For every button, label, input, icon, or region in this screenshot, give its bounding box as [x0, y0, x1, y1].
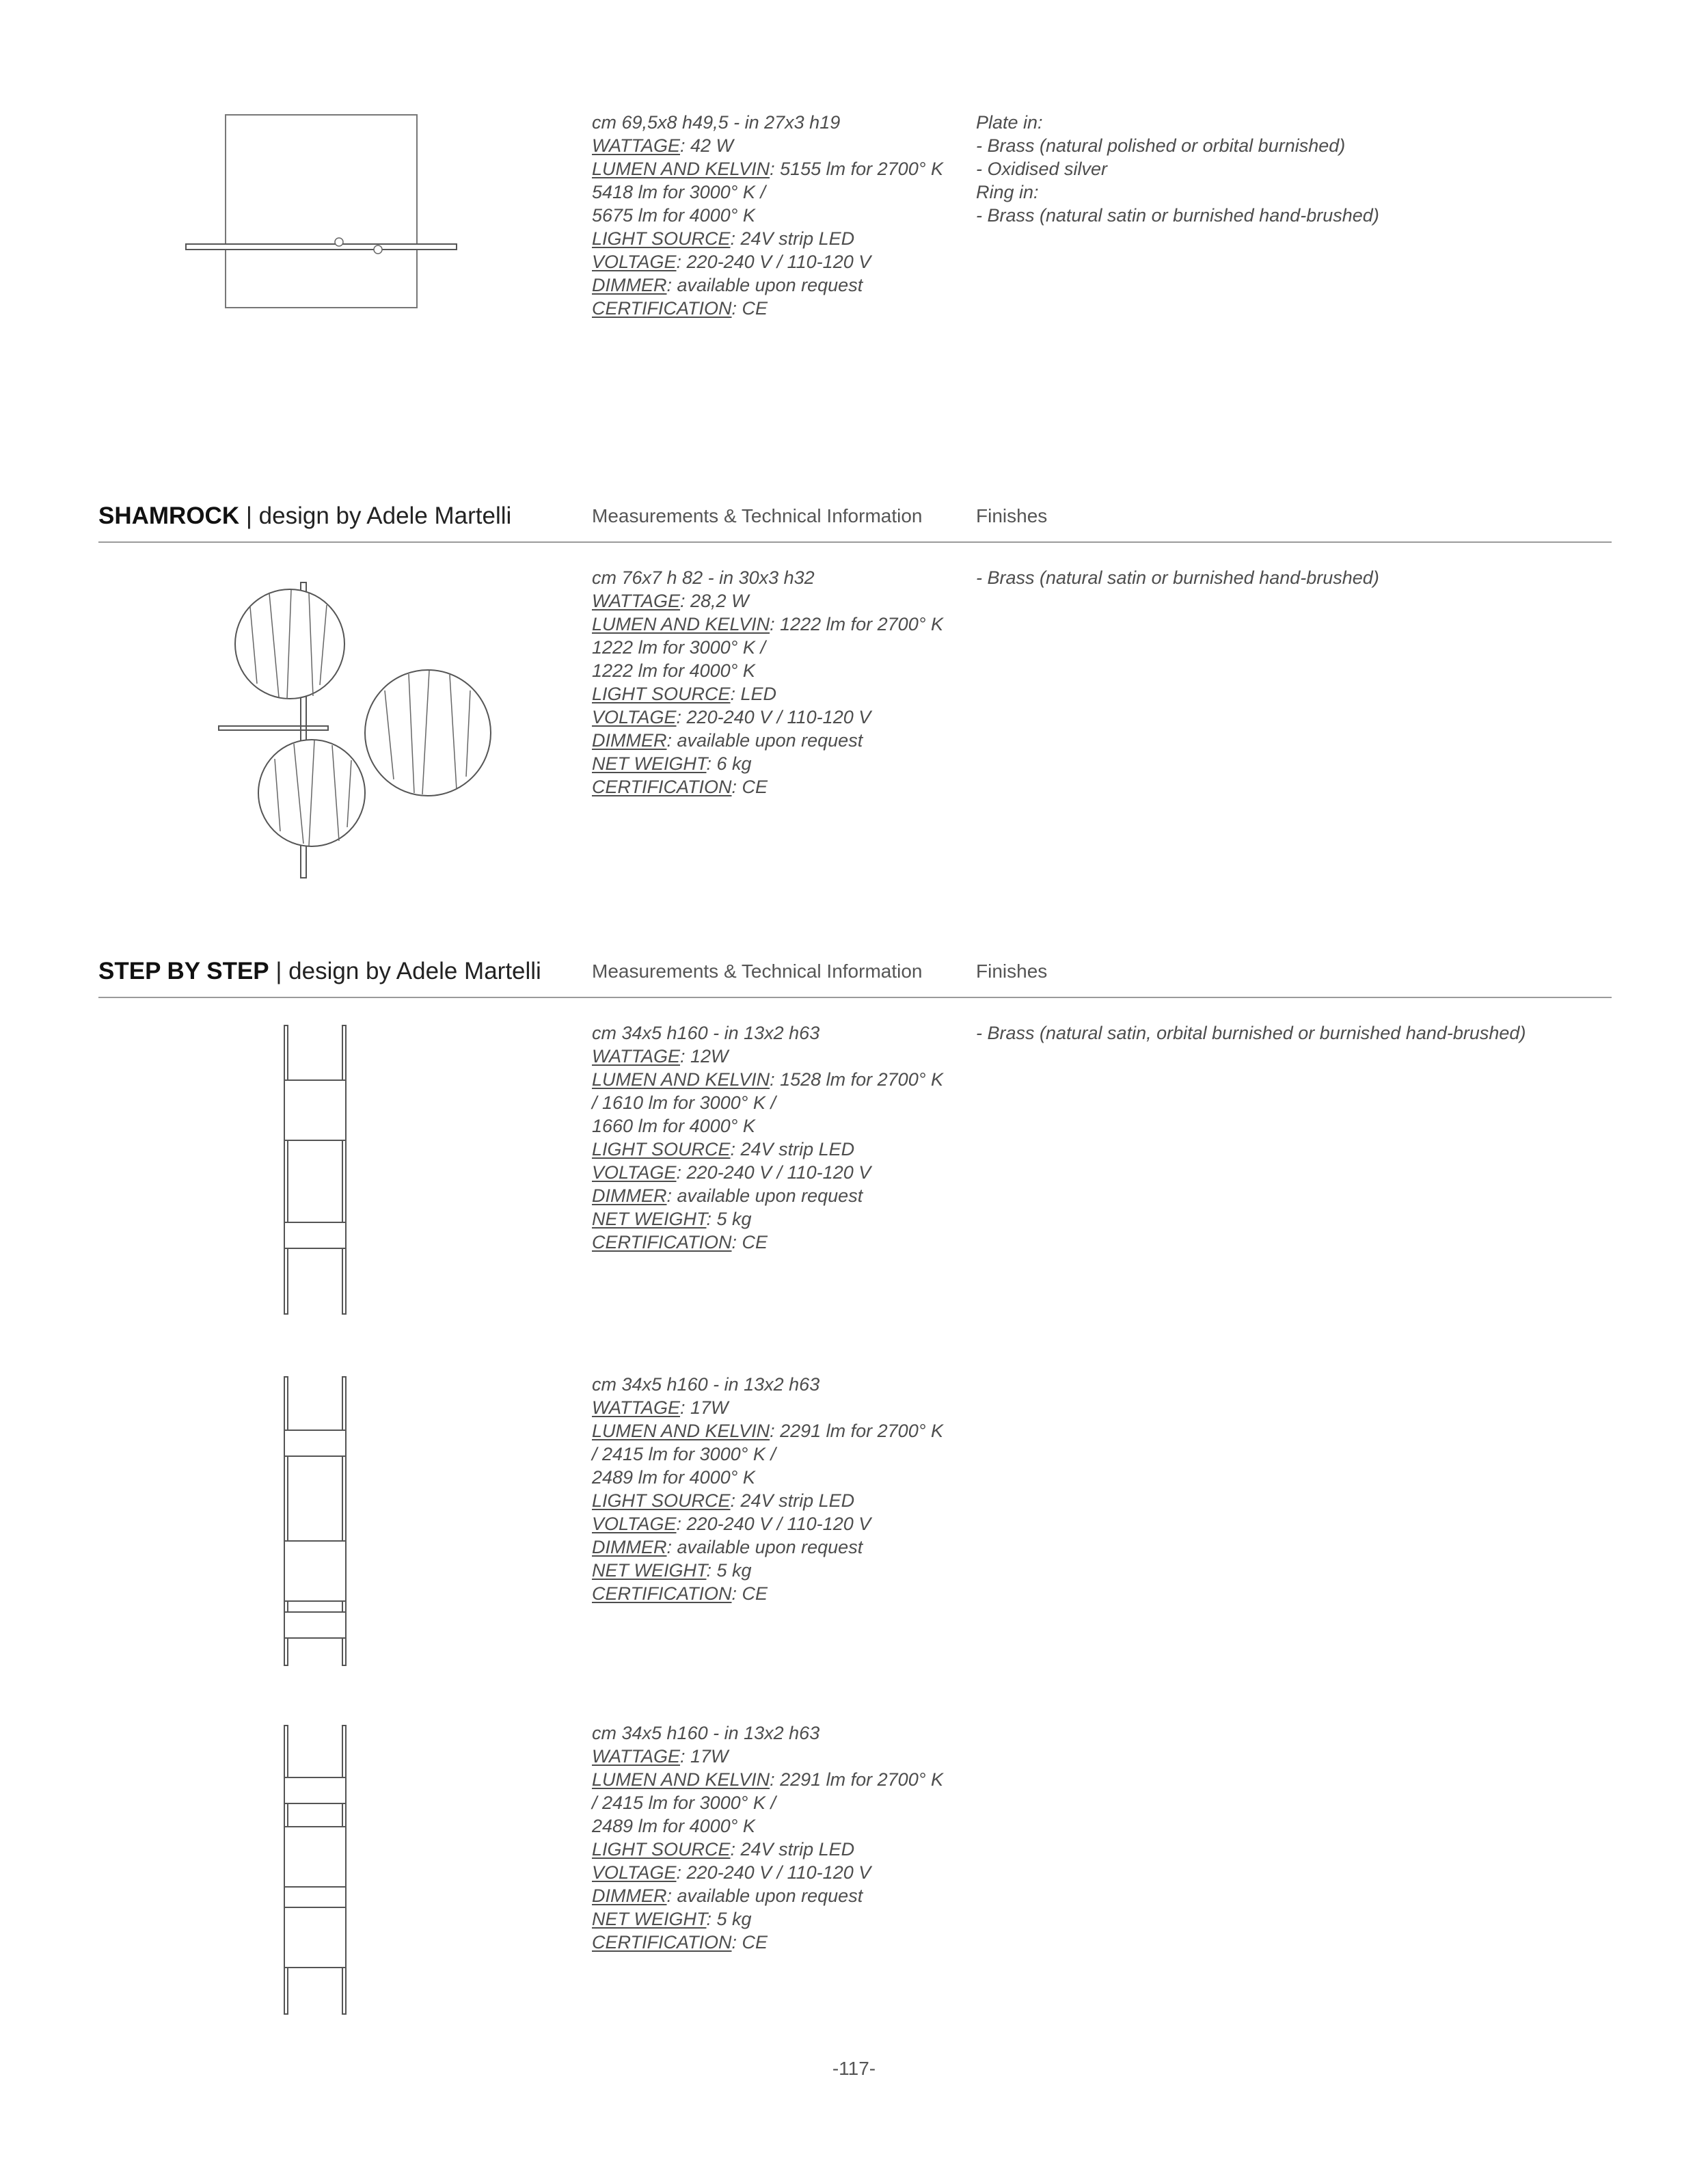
spec-value: : 42 W	[680, 135, 734, 156]
step-by-step-specs-3	[592, 1721, 975, 1954]
section-divider	[98, 997, 1612, 998]
designer: | design by Adele Martelli	[239, 502, 512, 529]
spec-value: 1222 lm for 3000° K /	[592, 637, 765, 658]
spec-value: : 220-240 V / 110-120 V	[676, 1514, 871, 1534]
step-by-step-specs-1	[592, 1021, 975, 1254]
spec-value: 2489 lm for 4000° K	[592, 1816, 755, 1836]
section-divider	[98, 541, 1612, 543]
spec-label: VOLTAGE	[592, 1514, 677, 1534]
spec-value: 2489 lm for 4000° K	[592, 1467, 755, 1488]
spec-value: 5418 lm for 3000° K /	[592, 182, 765, 202]
spec-label: DIMMER	[592, 1537, 667, 1557]
spec-label: LIGHT SOURCE	[592, 1490, 731, 1511]
finishes-header: Finishes	[976, 961, 1048, 982]
page-number: -117-	[832, 2058, 876, 2079]
spec-label: VOLTAGE	[592, 1862, 677, 1883]
spec-value: : 17W	[680, 1397, 729, 1418]
spec-label: NET WEIGHT	[592, 1909, 707, 1929]
step-by-step-finishes	[976, 1021, 1659, 1045]
spec-label: LUMEN AND KELVIN	[592, 1069, 770, 1090]
spec-value: : CE	[731, 1232, 768, 1252]
measurements-header: Measurements & Technical Information	[592, 961, 923, 982]
finish-heading: Ring in:	[976, 182, 1039, 202]
spec-label: WATTAGE	[592, 591, 681, 611]
spec-value: : 220-240 V / 110-120 V	[676, 707, 871, 727]
spec-value: : 24V strip LED	[730, 228, 855, 249]
spec-value: : 220-240 V / 110-120 V	[676, 252, 871, 272]
spec-label: WATTAGE	[592, 1746, 681, 1767]
step-by-step-specs-2	[592, 1373, 975, 1605]
finish-item: - Brass (natural polished or orbital burnished)	[976, 135, 1346, 156]
spec-value: : available upon request	[666, 1537, 863, 1557]
spec-value: : CE	[731, 777, 768, 797]
spec-label: LUMEN AND KELVIN	[592, 614, 770, 634]
spec-value: : 1222 lm for 2700° K	[770, 614, 944, 634]
spec-value: : CE	[731, 1583, 768, 1604]
spec-value: : CE	[731, 298, 768, 319]
spec-value: : 2291 lm for 2700° K	[770, 1769, 944, 1790]
step-by-step-lamp-drawing-2	[282, 1375, 350, 1667]
product-1-specs	[592, 111, 975, 320]
spec-value: : 220-240 V / 110-120 V	[676, 1162, 871, 1183]
spec-label: DIMMER	[592, 275, 667, 295]
spec-label: VOLTAGE	[592, 707, 677, 727]
spec-value: : available upon request	[666, 1185, 863, 1206]
spec-value: : available upon request	[666, 275, 863, 295]
product-1-finishes	[976, 111, 1659, 227]
spec-label: LIGHT SOURCE	[592, 684, 731, 704]
spec-label: NET WEIGHT	[592, 753, 707, 774]
spec-value: : 6 kg	[706, 753, 752, 774]
designer: | design by Adele Martelli	[269, 958, 541, 984]
spec-label: DIMMER	[592, 1185, 667, 1206]
spec-value: / 2415 lm for 3000° K /	[592, 1793, 776, 1813]
spec-value: : 220-240 V / 110-120 V	[676, 1862, 871, 1883]
spec-label: WATTAGE	[592, 1046, 681, 1066]
spec-value: : 12W	[680, 1046, 729, 1066]
spec-label: CERTIFICATION	[592, 777, 732, 797]
spec-value: / 1610 lm for 3000° K /	[592, 1092, 776, 1113]
dimensions: cm 76x7 h 82 - in 30x3 h32	[592, 567, 815, 588]
measurements-header: Measurements & Technical Information	[592, 505, 923, 526]
finish-item: - Brass (natural satin or burnished hand-brushed)	[976, 567, 1379, 588]
dimensions: cm 34x5 h160 - in 13x2 h63	[592, 1023, 820, 1043]
dimensions: cm 34x5 h160 - in 13x2 h63	[592, 1723, 820, 1743]
shamrock-finishes	[976, 566, 1659, 589]
spec-label: CERTIFICATION	[592, 298, 732, 319]
spec-label: LIGHT SOURCE	[592, 1839, 731, 1860]
spec-label: CERTIFICATION	[592, 1583, 732, 1604]
spec-value: : 2291 lm for 2700° K	[770, 1421, 944, 1441]
spec-label: CERTIFICATION	[592, 1232, 732, 1252]
spec-label: VOLTAGE	[592, 252, 677, 272]
finishes-header: Finishes	[976, 505, 1048, 526]
spec-value: : available upon request	[666, 730, 863, 751]
spec-label: DIMMER	[592, 730, 667, 751]
dimensions: cm 69,5x8 h49,5 - in 27x3 h19	[592, 112, 841, 133]
dimensions: cm 34x5 h160 - in 13x2 h63	[592, 1374, 820, 1395]
spec-label: WATTAGE	[592, 135, 681, 156]
spec-label: NET WEIGHT	[592, 1209, 707, 1229]
spec-label: WATTAGE	[592, 1397, 681, 1418]
spec-value: : 17W	[680, 1746, 729, 1767]
spec-value: : available upon request	[666, 1886, 863, 1906]
step-by-step-lamp-drawing-1	[282, 1024, 350, 1315]
spec-value: / 2415 lm for 3000° K /	[592, 1444, 776, 1464]
spec-label: VOLTAGE	[592, 1162, 677, 1183]
step-by-step-title	[98, 958, 541, 985]
spec-label: LUMEN AND KELVIN	[592, 159, 770, 179]
finish-item: - Oxidised silver	[976, 159, 1108, 179]
spec-value: 1222 lm for 4000° K	[592, 660, 755, 681]
spec-value: 1660 lm for 4000° K	[592, 1116, 755, 1136]
finish-item: - Brass (natural satin or burnished hand-brushed)	[976, 205, 1379, 226]
finish-heading: Plate in:	[976, 112, 1043, 133]
spec-label: LUMEN AND KELVIN	[592, 1421, 770, 1441]
spec-label: NET WEIGHT	[592, 1560, 707, 1581]
spec-value: : 5 kg	[706, 1209, 752, 1229]
spec-value: : LED	[730, 684, 777, 704]
finish-item: - Brass (natural satin, orbital burnished or burnished hand-brushed)	[976, 1023, 1526, 1043]
spec-value: : 24V strip LED	[730, 1490, 855, 1511]
spec-label: LUMEN AND KELVIN	[592, 1769, 770, 1790]
shamrock-specs	[592, 566, 975, 799]
step-by-step-lamp-drawing-3	[282, 1724, 350, 2015]
spec-value: : 5 kg	[706, 1909, 752, 1929]
product-name: STEP BY STEP	[98, 958, 269, 984]
wall-lamp-plate-drawing	[185, 113, 465, 311]
spec-label: DIMMER	[592, 1886, 667, 1906]
spec-value: : CE	[731, 1932, 768, 1952]
spec-label: LIGHT SOURCE	[592, 1139, 731, 1159]
spec-value: 5675 lm for 4000° K	[592, 205, 755, 226]
spec-value: : 24V strip LED	[730, 1839, 855, 1860]
spec-value: : 5 kg	[706, 1560, 752, 1581]
spec-label: LIGHT SOURCE	[592, 228, 731, 249]
product-name: SHAMROCK	[98, 502, 240, 529]
spec-value: : 24V strip LED	[730, 1139, 855, 1159]
shamrock-title	[98, 502, 511, 530]
shamrock-lamp-drawing	[217, 581, 498, 882]
spec-value: : 5155 lm for 2700° K	[770, 159, 944, 179]
spec-value: : 1528 lm for 2700° K	[770, 1069, 944, 1090]
spec-value: : 28,2 W	[680, 591, 749, 611]
spec-label: CERTIFICATION	[592, 1932, 732, 1952]
